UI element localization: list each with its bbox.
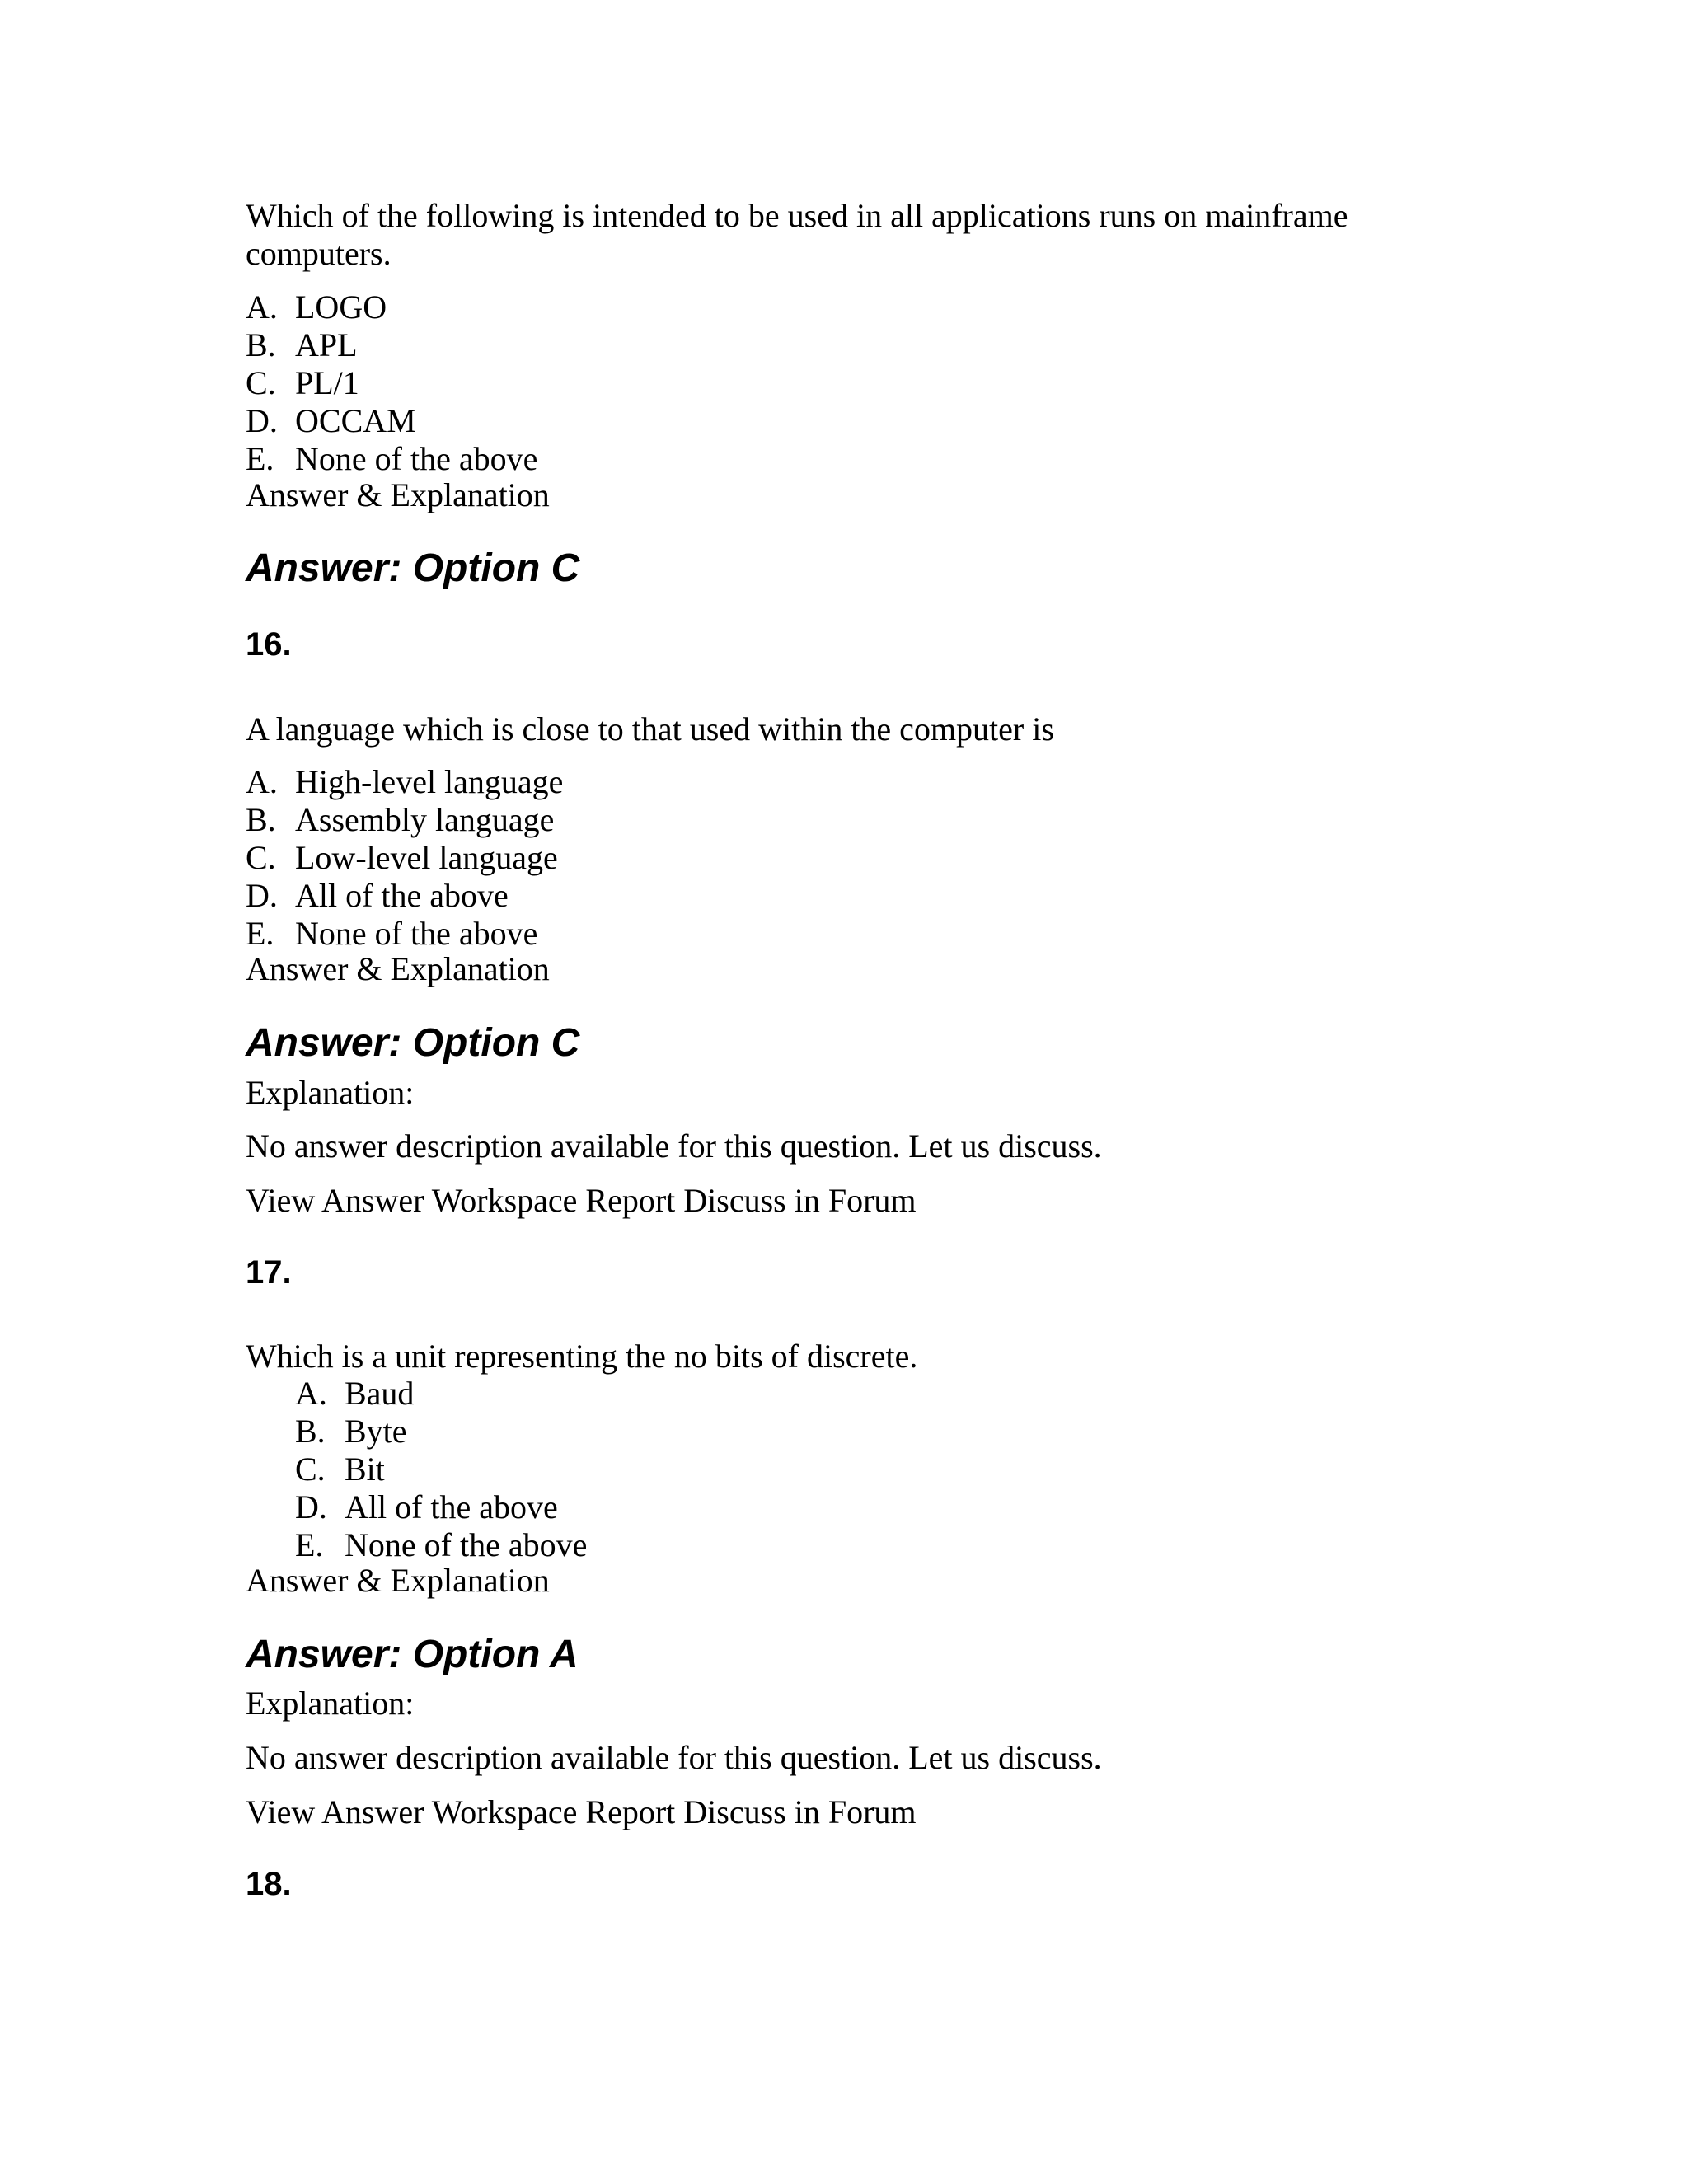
option-text: Low-level language [295,839,558,876]
option-d [246,402,537,440]
question-15-text-line2: computers. [246,235,392,272]
option-b [246,326,537,364]
option-letter: D. [295,1488,327,1526]
option-text: PL/1 [295,364,359,401]
explanation-text: No answer description available for this question. Let us discuss. [246,1739,1102,1776]
option-text: Bit [345,1451,385,1488]
option-letter: A. [246,288,278,326]
answer-actions[interactable]: View Answer Workspace Report Discuss in Forum [246,1182,917,1219]
option-c [246,364,537,402]
option-a [246,763,563,801]
option-text: OCCAM [295,402,416,439]
option-text: All of the above [345,1488,558,1526]
question-15-text-line1: Which of the following is intended to be used in all applications runs on mainframe [246,197,1348,234]
option-text: Assembly language [295,801,555,838]
option-d [246,877,563,915]
answer-heading: Answer: Option C [246,1021,580,1065]
option-c [295,1451,587,1488]
option-e [246,440,537,478]
question-number: 16. [246,626,292,663]
option-letter: B. [246,801,276,838]
option-text: None of the above [295,440,538,477]
explanation-text: No answer description available for this question. Let us discuss. [246,1127,1102,1165]
option-letter: A. [246,763,278,800]
answer-heading: Answer: Option C [246,546,580,590]
option-letter: E. [246,915,274,952]
option-text: Baud [345,1375,415,1412]
question-number: 17. [246,1254,292,1291]
option-letter: E. [246,440,274,477]
option-text: Byte [345,1413,407,1450]
question-17-options [295,1375,587,1564]
option-letter: D. [246,877,278,914]
option-d [295,1488,587,1526]
option-letter: C. [246,839,276,876]
option-letter: A. [295,1375,327,1412]
option-c [246,839,563,877]
option-text: High-level language [295,763,564,800]
option-letter: C. [295,1451,326,1488]
option-letter: C. [246,364,276,401]
option-b [295,1413,587,1451]
answer-explanation-link[interactable]: Answer & Explanation [246,950,550,987]
question-17-text: Which is a unit representing the no bits of discrete. [246,1338,918,1375]
option-text: All of the above [295,877,509,914]
option-letter: E. [295,1526,324,1563]
explanation-label: Explanation: [246,1685,415,1722]
explanation-label: Explanation: [246,1074,415,1111]
option-b [246,801,563,839]
option-a [246,288,537,326]
option-text: APL [295,326,358,363]
answer-heading: Answer: Option A [246,1633,579,1676]
option-letter: B. [295,1413,326,1450]
option-letter: D. [246,402,278,439]
question-15-options [246,288,537,478]
question-16-text: A language which is close to that used within the computer is [246,710,1054,748]
answer-explanation-link[interactable]: Answer & Explanation [246,476,550,513]
option-text: LOGO [295,288,387,326]
question-number: 18. [246,1866,292,1902]
answer-actions[interactable]: View Answer Workspace Report Discuss in Forum [246,1793,917,1830]
answer-explanation-link[interactable]: Answer & Explanation [246,1562,550,1599]
option-a [295,1375,587,1413]
option-letter: B. [246,326,276,363]
option-e [295,1526,587,1564]
option-e [246,915,563,953]
option-text: None of the above [295,915,538,952]
option-text: None of the above [345,1526,588,1563]
question-16-options [246,763,563,953]
